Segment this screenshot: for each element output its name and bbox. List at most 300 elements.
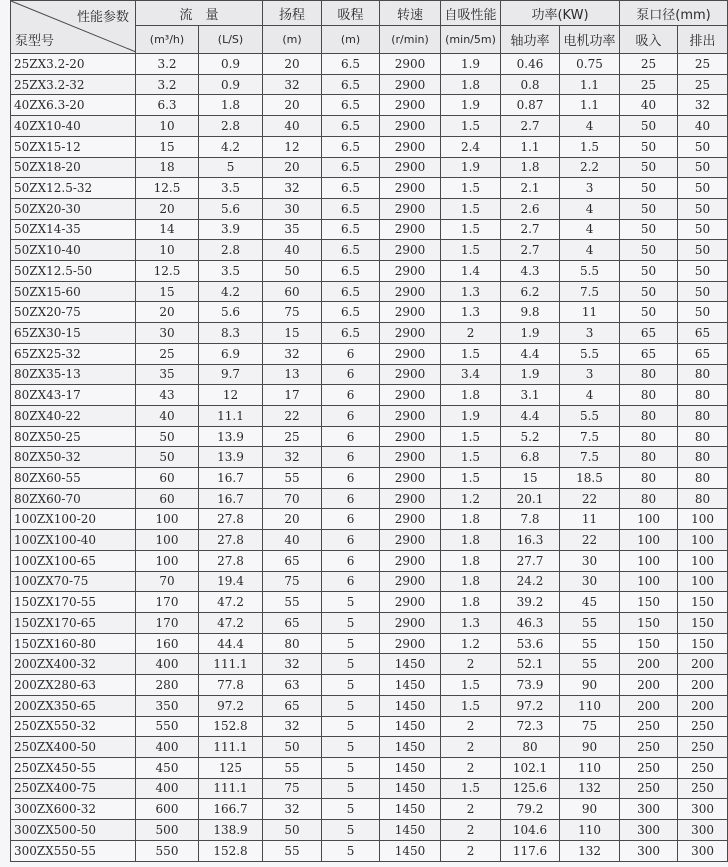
cell-self-priming: 2 (441, 840, 501, 861)
cell-suction: 6 (322, 405, 380, 426)
cell-suction: 6.5 (322, 281, 380, 302)
cell-outlet-diameter: 200 (678, 675, 728, 696)
cell-suction: 5 (322, 799, 380, 820)
cell-suction: 6 (322, 571, 380, 592)
cell-shaft-power: 3.1 (501, 385, 560, 406)
cell-inlet-diameter: 80 (620, 488, 678, 509)
cell-self-priming: 1.8 (441, 571, 501, 592)
table-row (11, 675, 728, 696)
cell-speed: 1450 (380, 778, 441, 799)
cell-self-priming: 1.4 (441, 261, 501, 282)
cell-speed: 1450 (380, 675, 441, 696)
cell-flow-ls: 152.8 (199, 716, 263, 737)
cell-suction: 6.5 (322, 116, 380, 137)
cell-motor-power: 90 (560, 737, 620, 758)
table-row (11, 364, 728, 385)
cell-model: 300ZX500-50 (11, 820, 136, 841)
table-row (11, 633, 728, 654)
cell-speed: 2900 (380, 447, 441, 468)
cell-self-priming: 1.5 (441, 447, 501, 468)
cell-flow-m3h: 18 (136, 157, 199, 178)
cell-flow-m3h: 40 (136, 405, 199, 426)
cell-speed: 1450 (380, 799, 441, 820)
cell-speed: 2900 (380, 385, 441, 406)
pump-spec-table (10, 0, 728, 862)
cell-outlet-diameter: 50 (678, 281, 728, 302)
cell-self-priming: 1.5 (441, 468, 501, 489)
cell-self-priming: 2 (441, 799, 501, 820)
cell-flow-m3h: 400 (136, 737, 199, 758)
table-row (11, 778, 728, 799)
table-row (11, 840, 728, 861)
cell-motor-power: 7.5 (560, 447, 620, 468)
cell-shaft-power: 117.6 (501, 840, 560, 861)
table-row (11, 530, 728, 551)
cell-motor-power: 18.5 (560, 468, 620, 489)
cell-flow-ls: 8.3 (199, 323, 263, 344)
cell-speed: 2900 (380, 364, 441, 385)
cell-inlet-diameter: 50 (620, 302, 678, 323)
cell-outlet-diameter: 300 (678, 840, 728, 861)
cell-suction: 5 (322, 820, 380, 841)
cell-inlet-diameter: 50 (620, 136, 678, 157)
cell-self-priming: 2 (441, 654, 501, 675)
cell-inlet-diameter: 80 (620, 405, 678, 426)
table-row (11, 198, 728, 219)
cell-shaft-power: 52.1 (501, 654, 560, 675)
cell-head: 55 (263, 757, 322, 778)
cell-suction: 6.5 (322, 240, 380, 261)
cell-self-priming: 1.3 (441, 281, 501, 302)
cell-shaft-power: 0.8 (501, 74, 560, 95)
cell-inlet-diameter: 80 (620, 468, 678, 489)
cell-shaft-power: 1.1 (501, 136, 560, 157)
cell-shaft-power: 0.46 (501, 54, 560, 75)
cell-model: 200ZX350-65 (11, 695, 136, 716)
subheader-motor-power: 电机功率 (560, 26, 620, 54)
cell-model: 100ZX70-75 (11, 571, 136, 592)
cell-flow-ls: 111.1 (199, 737, 263, 758)
cell-outlet-diameter: 80 (678, 385, 728, 406)
unit-head: (m) (263, 26, 322, 54)
cell-shaft-power: 2.1 (501, 178, 560, 199)
cell-motor-power: 7.5 (560, 281, 620, 302)
cell-model: 150ZX170-55 (11, 592, 136, 613)
cell-flow-ls: 44.4 (199, 633, 263, 654)
cell-suction: 5 (322, 778, 380, 799)
cell-shaft-power: 0.87 (501, 95, 560, 116)
cell-speed: 1450 (380, 757, 441, 778)
cell-motor-power: 22 (560, 530, 620, 551)
table-row (11, 426, 728, 447)
table-row (11, 468, 728, 489)
table-row (11, 281, 728, 302)
cell-speed: 2900 (380, 95, 441, 116)
cell-flow-ls: 0.9 (199, 74, 263, 95)
cell-speed: 2900 (380, 178, 441, 199)
cell-head: 13 (263, 364, 322, 385)
cell-model: 300ZX550-55 (11, 840, 136, 861)
cell-flow-m3h: 3.2 (136, 54, 199, 75)
cell-outlet-diameter: 80 (678, 447, 728, 468)
table-row (11, 695, 728, 716)
col-header-flow: 流 量 (136, 1, 263, 26)
cell-head: 30 (263, 198, 322, 219)
cell-flow-ls: 111.1 (199, 654, 263, 675)
cell-head: 20 (263, 509, 322, 530)
table-row (11, 302, 728, 323)
cell-head: 40 (263, 116, 322, 137)
cell-flow-ls: 3.9 (199, 219, 263, 240)
cell-flow-ls: 111.1 (199, 778, 263, 799)
cell-flow-m3h: 12.5 (136, 261, 199, 282)
cell-flow-ls: 166.7 (199, 799, 263, 820)
cell-model: 50ZX20-75 (11, 302, 136, 323)
table-row (11, 157, 728, 178)
table-row (11, 54, 728, 75)
cell-model: 65ZX30-15 (11, 323, 136, 344)
cell-flow-m3h: 60 (136, 488, 199, 509)
cell-suction: 6 (322, 343, 380, 364)
cell-flow-ls: 2.8 (199, 116, 263, 137)
cell-outlet-diameter: 80 (678, 468, 728, 489)
cell-shaft-power: 6.8 (501, 447, 560, 468)
cell-motor-power: 3 (560, 364, 620, 385)
cell-outlet-diameter: 100 (678, 550, 728, 571)
table-row (11, 799, 728, 820)
cell-speed: 1450 (380, 840, 441, 861)
cell-speed: 2900 (380, 488, 441, 509)
cell-self-priming: 1.9 (441, 157, 501, 178)
cell-flow-ls: 3.5 (199, 261, 263, 282)
table-row (11, 261, 728, 282)
cell-suction: 6.5 (322, 219, 380, 240)
cell-flow-ls: 27.8 (199, 550, 263, 571)
table-row (11, 116, 728, 137)
cell-suction: 6.5 (322, 261, 380, 282)
cell-flow-m3h: 43 (136, 385, 199, 406)
cell-inlet-diameter: 40 (620, 95, 678, 116)
cell-self-priming: 1.5 (441, 198, 501, 219)
cell-motor-power: 55 (560, 633, 620, 654)
table-row (11, 820, 728, 841)
cell-inlet-diameter: 50 (620, 240, 678, 261)
cell-self-priming: 1.8 (441, 509, 501, 530)
cell-shaft-power: 2.7 (501, 116, 560, 137)
cell-flow-m3h: 6.3 (136, 95, 199, 116)
cell-inlet-diameter: 100 (620, 530, 678, 551)
cell-motor-power: 30 (560, 571, 620, 592)
cell-suction: 6.5 (322, 302, 380, 323)
cell-motor-power: 1.1 (560, 95, 620, 116)
unit-self-priming: (min/5m) (441, 26, 501, 54)
cell-self-priming: 2.4 (441, 136, 501, 157)
cell-self-priming: 1.5 (441, 426, 501, 447)
cell-inlet-diameter: 50 (620, 219, 678, 240)
table-row (11, 509, 728, 530)
cell-flow-ls: 16.7 (199, 468, 263, 489)
cell-outlet-diameter: 150 (678, 612, 728, 633)
cell-outlet-diameter: 200 (678, 654, 728, 675)
cell-self-priming: 1.8 (441, 385, 501, 406)
cell-self-priming: 1.5 (441, 116, 501, 137)
cell-shaft-power: 102.1 (501, 757, 560, 778)
cell-speed: 1450 (380, 737, 441, 758)
cell-flow-m3h: 15 (136, 136, 199, 157)
cell-self-priming: 3.4 (441, 364, 501, 385)
cell-suction: 5 (322, 633, 380, 654)
cell-model: 150ZX170-65 (11, 612, 136, 633)
cell-motor-power: 55 (560, 612, 620, 633)
cell-head: 55 (263, 840, 322, 861)
cell-head: 22 (263, 405, 322, 426)
cell-outlet-diameter: 50 (678, 136, 728, 157)
cell-self-priming: 2 (441, 820, 501, 841)
cell-head: 32 (263, 716, 322, 737)
cell-self-priming: 1.9 (441, 95, 501, 116)
cell-shaft-power: 2.7 (501, 219, 560, 240)
cell-model: 40ZX6.3-20 (11, 95, 136, 116)
table-row (11, 654, 728, 675)
cell-head: 60 (263, 281, 322, 302)
cell-flow-ls: 125 (199, 757, 263, 778)
cell-flow-ls: 47.2 (199, 592, 263, 613)
cell-motor-power: 5.5 (560, 261, 620, 282)
cell-suction: 6.5 (322, 136, 380, 157)
subheader-inlet: 吸入 (620, 26, 678, 54)
cell-inlet-diameter: 50 (620, 198, 678, 219)
cell-speed: 2900 (380, 530, 441, 551)
cell-model: 250ZX400-75 (11, 778, 136, 799)
cell-suction: 6 (322, 488, 380, 509)
cell-speed: 2900 (380, 261, 441, 282)
cell-outlet-diameter: 200 (678, 695, 728, 716)
cell-shaft-power: 104.6 (501, 820, 560, 841)
cell-model: 200ZX280-63 (11, 675, 136, 696)
cell-outlet-diameter: 80 (678, 405, 728, 426)
cell-self-priming: 1.5 (441, 178, 501, 199)
cell-flow-m3h: 3.2 (136, 74, 199, 95)
cell-speed: 2900 (380, 509, 441, 530)
cell-self-priming: 2 (441, 757, 501, 778)
cell-inlet-diameter: 65 (620, 323, 678, 344)
cell-model: 250ZX400-50 (11, 737, 136, 758)
cell-model: 80ZX40-22 (11, 405, 136, 426)
cell-model: 150ZX160-80 (11, 633, 136, 654)
cell-model: 65ZX25-32 (11, 343, 136, 364)
cell-head: 65 (263, 612, 322, 633)
cell-motor-power: 1.1 (560, 74, 620, 95)
cell-outlet-diameter: 250 (678, 778, 728, 799)
cell-head: 40 (263, 530, 322, 551)
cell-suction: 5 (322, 757, 380, 778)
cell-flow-m3h: 10 (136, 116, 199, 137)
cell-head: 75 (263, 571, 322, 592)
cell-head: 55 (263, 592, 322, 613)
cell-shaft-power: 16.3 (501, 530, 560, 551)
unit-flow-ls: (L/S) (199, 26, 263, 54)
unit-speed: (r/min) (380, 26, 441, 54)
pump-spec-sheet (10, 0, 716, 862)
table-row (11, 343, 728, 364)
cell-flow-m3h: 12.5 (136, 178, 199, 199)
cell-flow-ls: 1.8 (199, 95, 263, 116)
cell-shaft-power: 79.2 (501, 799, 560, 820)
cell-motor-power: 45 (560, 592, 620, 613)
cell-suction: 6 (322, 530, 380, 551)
unit-flow-m3h: (m³/h) (136, 26, 199, 54)
cell-flow-m3h: 170 (136, 592, 199, 613)
cell-flow-m3h: 60 (136, 468, 199, 489)
cell-head: 32 (263, 799, 322, 820)
col-header-power: 功率(KW) (501, 1, 620, 26)
cell-head: 75 (263, 302, 322, 323)
pump-spec-rows (11, 54, 728, 862)
corner-model-label: 泵型号 (15, 34, 55, 49)
cell-shaft-power: 2.6 (501, 198, 560, 219)
cell-suction: 6.5 (322, 178, 380, 199)
cell-suction: 6 (322, 385, 380, 406)
cell-head: 15 (263, 323, 322, 344)
cell-model: 25ZX3.2-20 (11, 54, 136, 75)
cell-flow-m3h: 400 (136, 778, 199, 799)
cell-shaft-power: 1.8 (501, 157, 560, 178)
cell-model: 250ZX550-32 (11, 716, 136, 737)
cell-shaft-power: 80 (501, 737, 560, 758)
cell-head: 50 (263, 737, 322, 758)
cell-model: 80ZX50-32 (11, 447, 136, 468)
cell-self-priming: 1.5 (441, 240, 501, 261)
cell-flow-ls: 0.9 (199, 54, 263, 75)
cell-outlet-diameter: 25 (678, 54, 728, 75)
cell-flow-ls: 27.8 (199, 509, 263, 530)
cell-speed: 2900 (380, 136, 441, 157)
cell-flow-m3h: 50 (136, 426, 199, 447)
cell-self-priming: 1.8 (441, 592, 501, 613)
cell-flow-ls: 77.8 (199, 675, 263, 696)
cell-flow-m3h: 15 (136, 281, 199, 302)
table-row (11, 550, 728, 571)
cell-flow-m3h: 100 (136, 550, 199, 571)
table-row (11, 571, 728, 592)
cell-model: 80ZX60-70 (11, 488, 136, 509)
cell-head: 50 (263, 261, 322, 282)
table-row (11, 737, 728, 758)
cell-suction: 6.5 (322, 74, 380, 95)
cell-motor-power: 55 (560, 654, 620, 675)
cell-speed: 2900 (380, 405, 441, 426)
table-row (11, 757, 728, 778)
cell-model: 100ZX100-40 (11, 530, 136, 551)
cell-model: 50ZX12.5-32 (11, 178, 136, 199)
subheader-outlet: 排出 (678, 26, 728, 54)
cell-flow-ls: 11.1 (199, 405, 263, 426)
cell-inlet-diameter: 250 (620, 737, 678, 758)
cell-shaft-power: 24.2 (501, 571, 560, 592)
cell-head: 20 (263, 157, 322, 178)
table-row (11, 240, 728, 261)
cell-suction: 6 (322, 509, 380, 530)
cell-flow-m3h: 450 (136, 757, 199, 778)
cell-self-priming: 2 (441, 716, 501, 737)
cell-suction: 5 (322, 695, 380, 716)
cell-model: 200ZX400-32 (11, 654, 136, 675)
cell-speed: 2900 (380, 468, 441, 489)
table-row (11, 488, 728, 509)
cell-outlet-diameter: 25 (678, 74, 728, 95)
table-row (11, 178, 728, 199)
cell-self-priming: 1.9 (441, 54, 501, 75)
cell-flow-m3h: 600 (136, 799, 199, 820)
cell-motor-power: 4 (560, 385, 620, 406)
subheader-shaft-power: 轴功率 (501, 26, 560, 54)
cell-inlet-diameter: 300 (620, 799, 678, 820)
cell-head: 65 (263, 695, 322, 716)
cell-flow-m3h: 100 (136, 530, 199, 551)
cell-model: 250ZX450-55 (11, 757, 136, 778)
cell-flow-m3h: 70 (136, 571, 199, 592)
col-header-diameter: 泵口径(mm) (620, 1, 728, 26)
cell-shaft-power: 7.8 (501, 509, 560, 530)
cell-speed: 2900 (380, 550, 441, 571)
cell-model: 50ZX18-20 (11, 157, 136, 178)
cell-flow-m3h: 500 (136, 820, 199, 841)
cell-shaft-power: 39.2 (501, 592, 560, 613)
cell-inlet-diameter: 100 (620, 571, 678, 592)
cell-model: 80ZX50-25 (11, 426, 136, 447)
cell-suction: 5 (322, 716, 380, 737)
cell-inlet-diameter: 50 (620, 157, 678, 178)
cell-suction: 6 (322, 426, 380, 447)
cell-head: 50 (263, 820, 322, 841)
cell-motor-power: 4 (560, 240, 620, 261)
table-row (11, 716, 728, 737)
cell-flow-m3h: 550 (136, 840, 199, 861)
cell-outlet-diameter: 50 (678, 178, 728, 199)
cell-speed: 2900 (380, 281, 441, 302)
cell-suction: 5 (322, 737, 380, 758)
table-row (11, 405, 728, 426)
cell-suction: 5 (322, 592, 380, 613)
cell-inlet-diameter: 80 (620, 385, 678, 406)
cell-self-priming: 1.9 (441, 405, 501, 426)
cell-outlet-diameter: 300 (678, 820, 728, 841)
cell-motor-power: 5.5 (560, 405, 620, 426)
cell-shaft-power: 1.9 (501, 364, 560, 385)
cell-speed: 1450 (380, 716, 441, 737)
cell-flow-ls: 5.6 (199, 198, 263, 219)
cell-inlet-diameter: 80 (620, 447, 678, 468)
cell-outlet-diameter: 40 (678, 116, 728, 137)
cell-flow-m3h: 30 (136, 323, 199, 344)
cell-outlet-diameter: 80 (678, 488, 728, 509)
table-corner-header (11, 1, 136, 54)
cell-motor-power: 132 (560, 840, 620, 861)
cell-inlet-diameter: 300 (620, 840, 678, 861)
col-header-head: 扬程 (263, 1, 322, 26)
cell-shaft-power: 2.7 (501, 240, 560, 261)
cell-motor-power: 3 (560, 323, 620, 344)
cell-outlet-diameter: 250 (678, 737, 728, 758)
cell-inlet-diameter: 200 (620, 654, 678, 675)
cell-flow-ls: 3.5 (199, 178, 263, 199)
cell-self-priming: 1.5 (441, 778, 501, 799)
cell-shaft-power: 6.2 (501, 281, 560, 302)
cell-inlet-diameter: 100 (620, 550, 678, 571)
table-row (11, 385, 728, 406)
cell-shaft-power: 46.3 (501, 612, 560, 633)
cell-head: 32 (263, 447, 322, 468)
